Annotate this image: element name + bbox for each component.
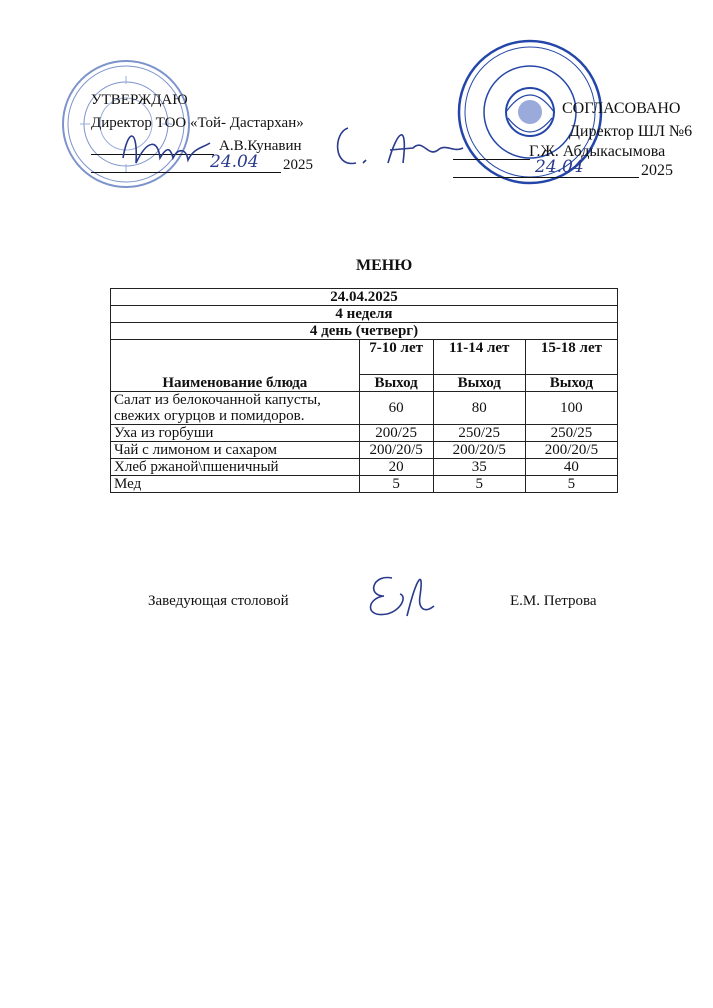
dish-name: Хлеб ржаной\пшеничный xyxy=(111,459,360,476)
table-row-day xyxy=(111,323,618,340)
footer-role: Заведующая столовой xyxy=(148,593,289,609)
output-header: Выход xyxy=(433,375,525,392)
table-row-date xyxy=(111,289,618,306)
footer-name: Е.М. Петрова xyxy=(510,593,597,609)
portion-value: 200/20/5 xyxy=(525,442,617,459)
dish-name: Мед xyxy=(111,476,360,493)
table-row xyxy=(111,459,618,476)
portion-value: 60 xyxy=(359,392,433,425)
portion-value: 5 xyxy=(433,476,525,493)
portion-value: 250/25 xyxy=(433,425,525,442)
dish-name: Чай с лимоном и сахаром xyxy=(111,442,360,459)
approve-label-left: УТВЕРЖДАЮ xyxy=(91,92,188,108)
signature-left xyxy=(118,118,218,178)
table-row xyxy=(111,442,618,459)
menu-day: 4 день (четверг) xyxy=(111,323,618,340)
director-position-right: Директор ШЛ №6 xyxy=(569,123,693,140)
year-right: 2025 xyxy=(641,162,673,179)
director-name-right: Г.Ж. Абдыкасымова xyxy=(529,143,666,160)
dish-header xyxy=(111,340,360,392)
dish-header-label: Наименование блюда xyxy=(162,375,308,391)
portion-value: 250/25 xyxy=(525,425,617,442)
signature-footer xyxy=(362,566,442,624)
table-row-age-groups xyxy=(111,340,618,375)
portion-value: 100 xyxy=(525,392,617,425)
age-group-header: 7-10 лет xyxy=(359,340,433,375)
menu-table xyxy=(110,288,618,493)
table-row xyxy=(111,476,618,493)
portion-value: 40 xyxy=(525,459,617,476)
table-row xyxy=(111,392,618,425)
portion-value: 20 xyxy=(359,459,433,476)
year-left: 2025 xyxy=(283,157,313,173)
date-handwritten-right: 24.04 xyxy=(535,157,584,177)
portion-value: 200/20/5 xyxy=(433,442,525,459)
table-row-week xyxy=(111,306,618,323)
output-header: Выход xyxy=(525,375,617,392)
portion-value: 200/25 xyxy=(359,425,433,442)
age-group-header: 11-14 лет xyxy=(433,340,525,375)
page-title: МЕНЮ xyxy=(356,257,413,274)
portion-value: 200/20/5 xyxy=(359,442,433,459)
director-position-left: Директор ТОО «Той- Дастархан» xyxy=(91,115,304,131)
portion-value: 35 xyxy=(433,459,525,476)
table-row xyxy=(111,425,618,442)
menu-week: 4 неделя xyxy=(111,306,618,323)
menu-date: 24.04.2025 xyxy=(111,289,618,306)
signature-middle xyxy=(328,108,478,183)
date-line-right xyxy=(453,177,639,178)
dish-name: Уха из горбуши xyxy=(111,425,360,442)
portion-value: 5 xyxy=(525,476,617,493)
approve-label-right: СОГЛАСОВАНО xyxy=(562,100,681,117)
date-handwritten-left: 24.04 xyxy=(210,152,259,172)
portion-value: 80 xyxy=(433,392,525,425)
director-name-left: А.В.Кунавин xyxy=(219,138,302,154)
portion-value: 5 xyxy=(359,476,433,493)
output-header: Выход xyxy=(359,375,433,392)
signature-line-right xyxy=(453,159,530,160)
dish-name: Салат из белокочанной капусты, свежих огурцов и помидоров. xyxy=(111,392,360,425)
age-group-header: 15-18 лет xyxy=(525,340,617,375)
